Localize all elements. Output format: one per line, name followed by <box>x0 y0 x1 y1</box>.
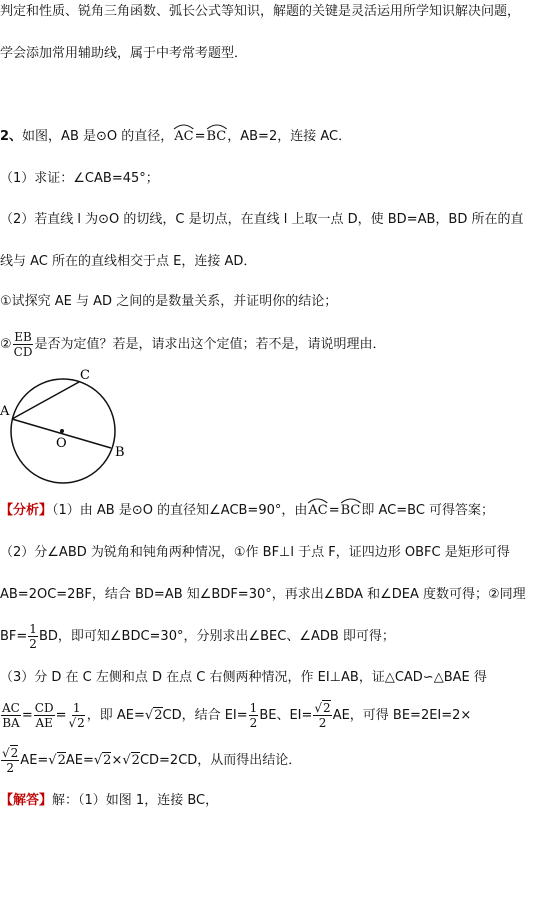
fraction-denominator: 2 <box>249 716 258 730</box>
analysis-text: BF= <box>0 629 28 644</box>
paragraph-text: 学会添加常用辅助线，属于中考常考题型． <box>0 46 248 61</box>
fraction-numerator: √2 <box>2 746 19 760</box>
label-o: O <box>56 436 67 451</box>
sub-question-2-cont <box>0 253 256 271</box>
fraction-numerator: 1 <box>29 622 37 636</box>
question-text: （1）求证：∠CAB=45°； <box>0 171 159 186</box>
analysis-text: （3）分 D 在 C 左侧和点 D 在点 C 右侧两种情况，作 EI⊥AB，证△CAD∽△BAE 得 <box>0 670 487 685</box>
fraction-denominator: √2 <box>68 716 85 730</box>
radicand: 2 <box>57 753 66 768</box>
question-intro <box>0 128 351 146</box>
radicand: 2 <box>323 701 331 715</box>
analysis-tag: 【分析】 <box>0 503 53 518</box>
sub-question-2a <box>0 293 337 311</box>
question-text: ，AB=2，连接 AC． <box>227 129 352 144</box>
analysis-text: （1）由 AB 是⊙O 的直径知∠ACB=90°，由 <box>52 503 308 518</box>
equals-sign: = <box>328 503 340 518</box>
label-a: A <box>0 404 10 419</box>
radicand: 2 <box>103 753 112 768</box>
arc-mark <box>173 122 194 130</box>
analysis-text: CD=2CD，从而得出结论． <box>139 753 302 768</box>
arc-mark <box>340 496 362 504</box>
fraction-cd-ae <box>34 701 55 730</box>
analysis-text: CD，结合 EI= <box>162 708 248 723</box>
answer-text: 解：（1）如图 1，连接 BC， <box>52 793 219 808</box>
radicand: 2 <box>154 708 163 723</box>
fraction-eb-cd <box>13 330 34 359</box>
equals-sign: = <box>21 708 33 723</box>
fraction-numerator: 1 <box>72 701 81 715</box>
analysis-text: AE= <box>65 753 94 768</box>
analysis-text: AE= <box>20 753 49 768</box>
analysis-text: AB=2OC=2BF，结合 BD=AB 知∠BDF=30°，再求出∠BDA 和∠DEA 度数可得；②同理 <box>0 587 526 602</box>
fraction-half <box>249 701 259 730</box>
answer-line <box>0 792 218 810</box>
question-text: 是否为定值？若是，请求出这个定值；若不是，请说明理由． <box>34 337 386 352</box>
fraction-numerator: CD <box>34 701 54 715</box>
arc-label: AC <box>174 129 194 144</box>
analysis-line-2 <box>0 544 510 562</box>
arc-label: BC <box>340 503 361 518</box>
fraction-denominator: 2 <box>29 637 37 651</box>
question-text: ② <box>0 337 12 352</box>
question-text: ①试探究 AE 与 AD 之间的是数量关系，并证明你的结论； <box>0 294 338 309</box>
analysis-text: 即 AC=BC 可得答案； <box>361 503 495 518</box>
arc-bc <box>206 128 228 146</box>
analysis-text: AE，可得 BE=2EI=2× <box>332 708 472 723</box>
arc-label: BC <box>206 129 227 144</box>
arc-label: AC <box>308 503 328 518</box>
fraction-one-over-root2 <box>67 701 85 730</box>
center-dot <box>60 429 64 433</box>
chord-ac <box>12 382 79 419</box>
arc-mark <box>307 496 328 504</box>
fraction-half <box>28 622 38 651</box>
arc-bc <box>340 502 362 520</box>
label-c: C <box>80 368 90 383</box>
question-number: 2、 <box>0 129 23 144</box>
equals-sign: = <box>55 708 67 723</box>
sub-question-2b <box>0 330 385 359</box>
equals-sign: = <box>194 129 206 144</box>
question-text: （2）若直线 l 为⊙O 的切线，C 是切点，在直线 l 上取一点 D，使 BD=AB，BD 所在的直 <box>0 212 524 227</box>
sub-question-2 <box>0 211 523 229</box>
fraction-numerator: AC <box>2 701 20 715</box>
question-text: 如图，AB 是⊙O 的直径， <box>22 129 174 144</box>
fraction-denominator: AE <box>35 716 53 730</box>
analysis-text: ，即 AE= <box>86 708 145 723</box>
fraction-denominator: BA <box>2 716 20 730</box>
sqrt-2: √2 <box>93 753 112 768</box>
analysis-text: × <box>111 753 123 768</box>
fraction-denominator: CD <box>13 345 33 359</box>
sqrt-2: √2 <box>144 708 163 723</box>
analysis-text: BE、EI= <box>259 708 313 723</box>
analysis-text: （2）分∠ABD 为锐角和钝角两种情况，①作 BF⊥l 于点 F，证四边形 OBFC 是矩形可得 <box>0 545 510 560</box>
radicand: 2 <box>131 753 140 768</box>
fraction-numerator: EB <box>14 330 32 344</box>
radicand: 2 <box>10 746 19 760</box>
text-line <box>0 3 520 21</box>
fraction-numerator: 1 <box>249 701 258 715</box>
sqrt-2: √2 <box>122 753 140 768</box>
circle-figure <box>0 365 140 487</box>
label-b: B <box>115 445 125 460</box>
text-line <box>0 45 247 63</box>
analysis-line-6 <box>0 701 471 730</box>
arc-ac <box>307 502 328 520</box>
fraction-numerator: √2 <box>314 701 331 715</box>
sqrt-2: √2 <box>48 753 66 768</box>
question-text: 线与 AC 所在的直线相交于点 E，连接 AD． <box>0 254 257 269</box>
fraction-root2-over-2 <box>1 746 19 775</box>
fraction-ac-ba <box>1 701 21 730</box>
analysis-line-5 <box>0 669 487 687</box>
answer-tag: 【解答】 <box>0 793 53 808</box>
arc-mark <box>206 122 228 130</box>
analysis-line-4 <box>0 622 395 651</box>
analysis-text: BD，即可知∠BDC=30°，分别求出∠BEC、∠ADB 即可得； <box>38 629 395 644</box>
analysis-line-7 <box>0 746 301 775</box>
analysis-line-1 <box>0 502 494 520</box>
arc-ac <box>173 128 194 146</box>
radicand: 2 <box>77 716 85 730</box>
fraction-denominator: 2 <box>318 716 327 730</box>
analysis-line-3 <box>0 586 526 604</box>
fraction-root2-over-2 <box>313 701 331 730</box>
fraction-denominator: 2 <box>6 761 14 775</box>
paragraph-text: 判定和性质、锐角三角函数、弧长公式等知识，解题的关键是灵活运用所学知识解决问题， <box>0 4 521 19</box>
sub-question-1 <box>0 170 159 188</box>
